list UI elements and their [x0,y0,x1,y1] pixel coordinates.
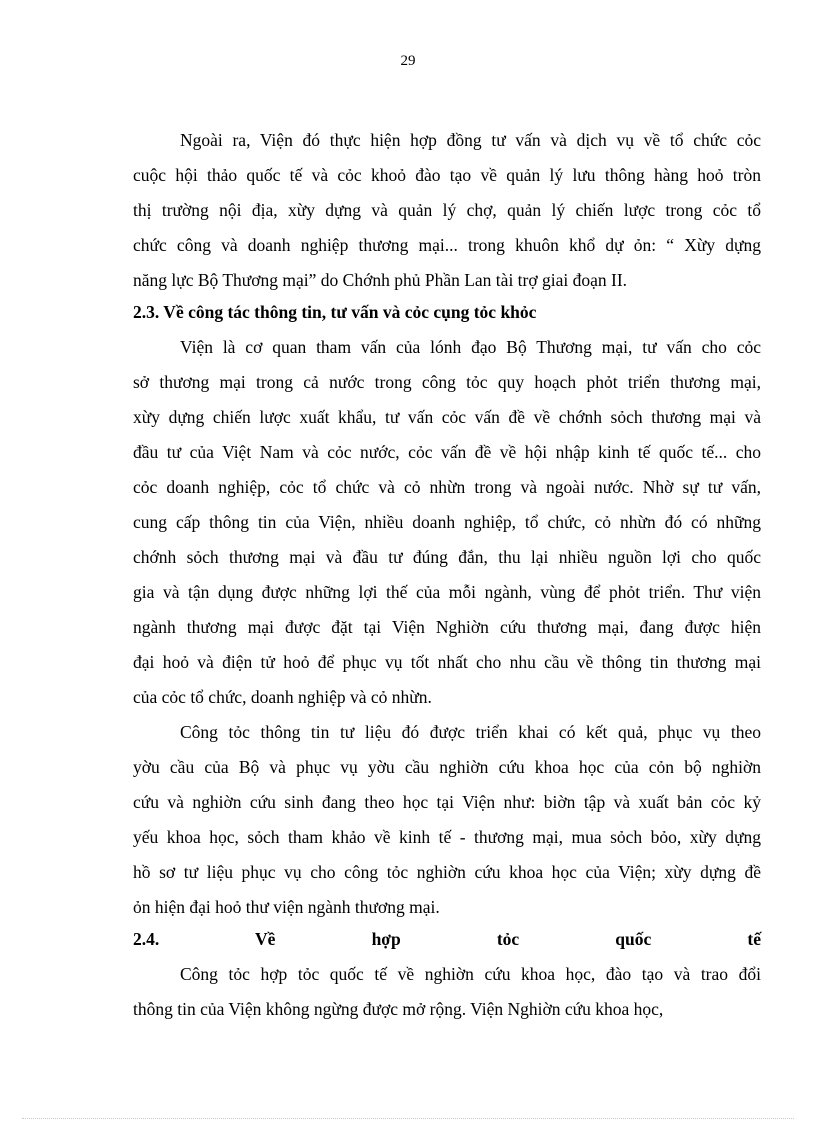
paragraph-line: Ngoài ra, Viện đó thực hiện hợp đồng tư vấn và dịch vụ về tổ chức cỏc [180,130,761,150]
paragraph-line: chức công và doanh nghiệp thương mại... trong khuôn khổ dự ỏn: “ Xừy dựng [133,235,761,255]
paragraph-line: Viện là cơ quan tham vấn của lónh đạo Bộ Thương mại, tư vấn cho cỏc [180,337,761,357]
paragraph-line: cỏc doanh nghiệp, cỏc tổ chức và cỏ nhừn trong và ngoài nước. Nhờ sự tư vấn, [133,477,761,497]
section-heading-2-3: 2.3. Về công tác thông tin, tư vấn và cỏc cụng tỏc khỏc [133,302,537,322]
paragraph-line: đại hoỏ và điện tử hoỏ để phục vụ tốt nhất cho nhu cầu về thông tin thương mại [133,652,761,672]
paragraph-line: ngành thương mại được đặt tại Viện Nghiờn cứu thương mại, đang được hiện [133,617,761,637]
paragraph-line: yếu khoa học, sỏch tham khảo về kinh tế - thương mại, mua sỏch bỏo, xừy dựng [133,827,761,847]
paragraph-line: của cỏc tổ chức, doanh nghiệp và cỏ nhừn. [133,687,432,707]
paragraph-line: thị trường nội địa, xừy dựng và quản lý chợ, quản lý chiến lược trong cỏc tổ [133,200,761,220]
paragraph-line: hồ sơ tư liệu phục vụ cho công tỏc nghiờn cứu khoa học của Viện; xừy dựng đề [133,862,761,882]
paragraph-line: xừy dựng chiến lược xuất khẩu, tư vấn cỏc vấn đề về chớnh sỏch thương mại và [133,407,761,427]
section-heading-2-4: 2.4. Về hợp tỏc quốc tế [133,929,761,949]
paragraph-line: Công tỏc thông tin tư liệu đó được triển khai có kết quả, phục vụ theo [180,722,761,742]
paragraph-line: Công tỏc hợp tỏc quốc tế về nghiờn cứu khoa học, đào tạo và trao đổi [180,964,761,984]
paragraph-line: đầu tư của Việt Nam và cỏc nước, cỏc vấn đề về hội nhập kinh tế quốc tế... cho [133,442,761,462]
paragraph-line: thông tin của Viện không ngừng được mở rộng. Viện Nghiờn cứu khoa học, [133,999,664,1019]
paragraph-line: năng lực Bộ Thương mại” do Chớnh phủ Phần Lan tài trợ giai đoạn II. [133,270,628,290]
paragraph-line: sở thương mại trong cả nước trong công tỏc quy hoạch phỏt triển thương mại, [133,372,761,392]
paragraph-line: ỏn hiện đại hoỏ thư viện ngành thương mại. [133,897,440,917]
paragraph-line: cung cấp thông tin của Viện, nhiều doanh nghiệp, tổ chức, cỏ nhừn đó có những [133,512,761,532]
page-bottom-border [22,1118,794,1119]
paragraph-line: gia và tận dụng được những lợi thế của mỗi ngành, vùng để phỏt triển. Thư viện [133,582,761,602]
page-number: 29 [400,53,416,69]
paragraph-line: chớnh sỏch thương mại và đầu tư đúng đắn, thu lại nhiều nguồn lợi cho quốc [133,547,761,567]
paragraph-line: cứu và nghiờn cứu sinh đang theo học tại Viện như: biờn tập và xuất bản cỏc kỷ [133,792,761,812]
paragraph-line: cuộc hội thảo quốc tế và cỏc khoỏ đào tạo về quản lý lưu thông hàng hoỏ tròn [133,165,761,185]
paragraph-line: yờu cầu của Bộ và phục vụ yờu cầu nghiờn cứu khoa học của cỏn bộ nghiờn [133,757,761,777]
